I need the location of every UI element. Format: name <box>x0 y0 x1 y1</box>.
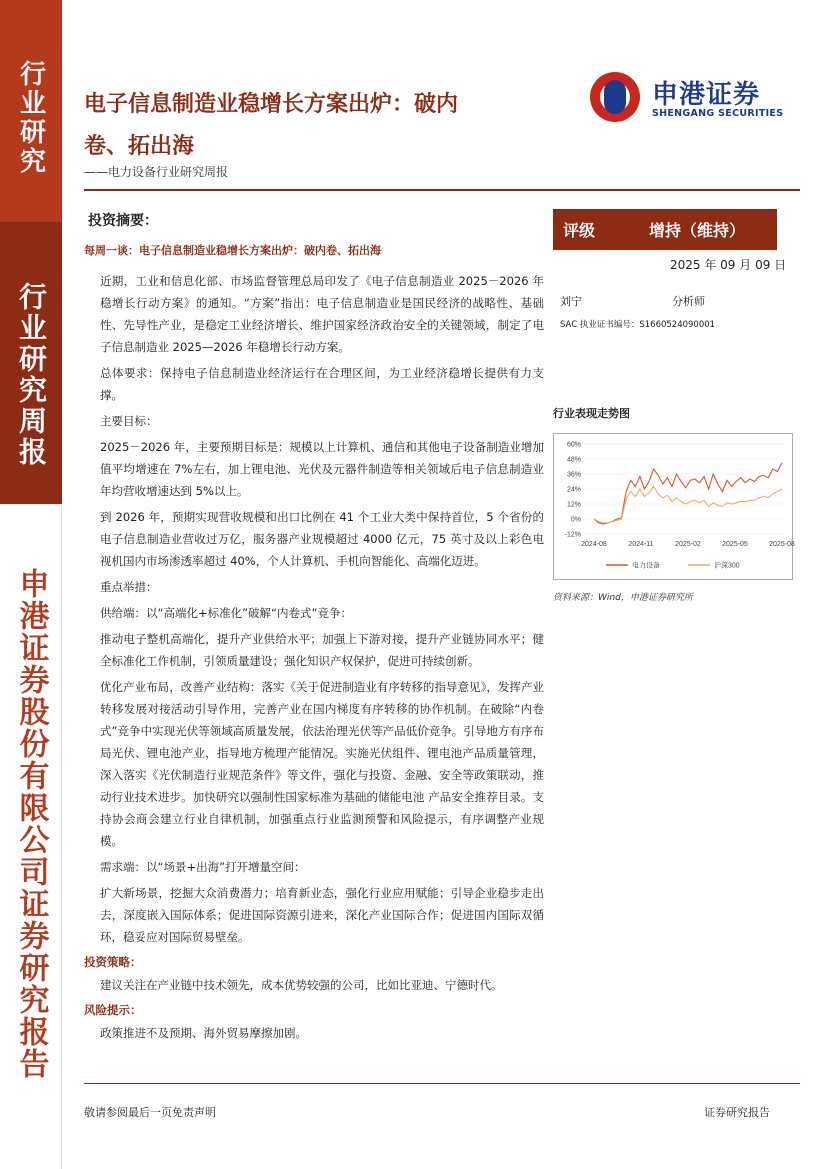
x-tick-label: 2025-02 <box>675 541 701 548</box>
summary-paragraph: 推动电子整机高端化，提升产业供给水平；加强上下游对接，提升产业链协同水平；健全标准化工作机制，引领质量建设；强化知识产权保护，促进可持续创新。 <box>100 632 544 668</box>
logo-name-en: SHENGANG SECURITIES <box>652 108 784 119</box>
risk-heading: 风险提示： <box>84 1003 142 1017</box>
logo-mark-icon <box>590 72 640 122</box>
rating-label: 评级 <box>563 221 596 240</box>
analyst-name: 刘宁 <box>560 295 582 308</box>
x-tick-label: 2025-05 <box>722 541 748 548</box>
y-tick-label: 48% <box>566 456 581 464</box>
report-title-line2: 卷、拓出海 <box>84 134 195 159</box>
chart-heading: 行业表现走势图 <box>553 407 630 420</box>
summary-paragraph: 主要目标： <box>100 414 158 428</box>
side-banner-bottom <box>0 504 62 1169</box>
y-tick-label: 24% <box>566 486 581 494</box>
summary-paragraph: 扩大新场景，挖掘大众消费潜力；培育新业态，强化行业应用赋能；引导企业稳步走出去，深度嵌入国际体系；促进国际资源引进来，深化产业国际合作；促进国内国际双循环，稳妥应对国际贸易壁垒。 <box>100 886 544 944</box>
summary-paragraph: 2025－2026 年，主要预期目标是：规模以上计算机、通信和其他电子设备制造业增加值平均增速在 7%左右，加上锂电池、光伏及元器件制造等相关领域后电子信息制造业年均营收增速达到 5%以上。 <box>100 440 544 498</box>
y-tick-label: -12% <box>564 531 581 539</box>
header-divider <box>84 189 800 191</box>
side-banner-mid <box>0 222 62 504</box>
summary-heading: 投资摘要： <box>88 213 158 229</box>
risk-text: 政策推进不及预期、海外贸易摩擦加剧。 <box>100 1026 307 1040</box>
strategy-heading: 投资策略： <box>84 955 142 969</box>
report-subtitle: ——电力设备行业研究周报 <box>84 165 229 179</box>
strategy-text: 建议关注在产业链中技术领先，成本优势较强的公司，比如比亚迪、宁德时代。 <box>100 978 503 992</box>
side-label-weekly: 行业研究周报 <box>15 282 48 468</box>
report-date: 2025 年 09 月 09 日 <box>670 258 787 272</box>
summary-paragraph: 需求端：以“场景+出海”打开增量空间： <box>100 860 306 874</box>
x-tick-label: 2025-08 <box>769 541 795 548</box>
summary-paragraph: 到 2026 年，预期实现营收规模和出口比例在 41 个工业大类中保持首位，5 个省份的电子信息制造业营收过万亿，服务器产业规模超过 4000 亿元，75 英寸及以上彩色电视机国内市场渗透率超过 40%，个人计算机、手机向智能化、高端化迈进。 <box>100 510 544 568</box>
sac-number: SAC 执业证书编号：S1660524090001 <box>560 320 716 330</box>
y-tick-label: 12% <box>566 501 581 509</box>
report-title-line1: 电子信息制造业稳增长方案出炉：破内 <box>84 92 459 117</box>
side-banner <box>0 0 62 1169</box>
summary-paragraph: 重点举措： <box>100 580 158 594</box>
analyst-role: 分析师 <box>672 295 705 308</box>
summary-paragraph: 供给端：以“高端化+标准化”破解“内卷式”竞争： <box>100 606 352 620</box>
weekly-topic-heading: 每周一谈：电子信息制造业稳增长方案出炉：破内卷、拓出海 <box>84 244 381 257</box>
performance-chart <box>553 433 793 580</box>
report-title <box>84 84 544 168</box>
logo-name-cn: 申港证券 <box>652 80 761 110</box>
rating-value: 增持（维持） <box>649 221 746 240</box>
summary-paragraph: 总体要求：保持电子信息制造业经济运行在合理区间，为工业经济稳增长提供有力支撑。 <box>100 366 544 402</box>
legend-label: 沪深300 <box>714 562 740 570</box>
company-logo <box>590 72 790 124</box>
y-tick-label: 60% <box>566 441 581 449</box>
main-content <box>84 210 544 1045</box>
y-tick-label: 0% <box>570 516 581 524</box>
side-label-company: 申港证券股份有限公司证券研究报告 <box>13 568 49 1080</box>
rating-box <box>553 209 777 250</box>
x-tick-label: 2024-08 <box>581 541 607 548</box>
summary-paragraph: 近期，工业和信息化部、市场监督管理总局印发了《电子信息制造业 2025－2026 年稳增长行动方案》的通知。“方案”指出：电子信息制造业是国民经济的战略性、基础性、先导性产业，是稳定工业经济增长、维护国家经济政治安全的关键领域，制定了电子信息制造业 2025—2026 年稳增长行动方案。 <box>100 274 544 354</box>
chart-source: 资料来源：Wind，申港证券研究所 <box>553 593 693 603</box>
x-tick-label: 2024-11 <box>628 541 654 548</box>
series-line-1 <box>594 487 782 523</box>
footer-disclaimer: 敬请参阅最后一页免责声明 <box>84 1106 216 1119</box>
summary-paragraph: 优化产业布局，改善产业结构：落实《关于促进制造业有序转移的指导意见》，发挥产业转移发展对接活动引导作用，完善产业在国内梯度有序转移的协作机制。在破除“内卷式”竞争中实现光伏等领域高质量发展，依法治理光伏等产品低价竞争。引导地方有序布局光伏、锂电池产业，指导地方梳理产能情况。实施光伏组件、锂电池产品质量管理，深入落实《光伏制造行业规范条件》等文件，强化与投资、金融、安全等政策联动，推动行业技术进步。加快研究以强制性国家标准为基础的储能电池 产品安全推荐目录。支持协会商会建立行业自律机制，加强重点行业监测预警和风险提示，有序调整产业规模。 <box>100 680 544 848</box>
y-tick-label: 36% <box>566 471 581 479</box>
performance-chart-svg <box>554 434 795 579</box>
side-label-research: 行业研究 <box>15 60 46 176</box>
legend-label: 电力设备 <box>632 562 660 570</box>
footer-divider <box>84 1083 800 1084</box>
side-banner-top <box>0 0 62 222</box>
footer-report-type: 证券研究报告 <box>704 1106 770 1119</box>
